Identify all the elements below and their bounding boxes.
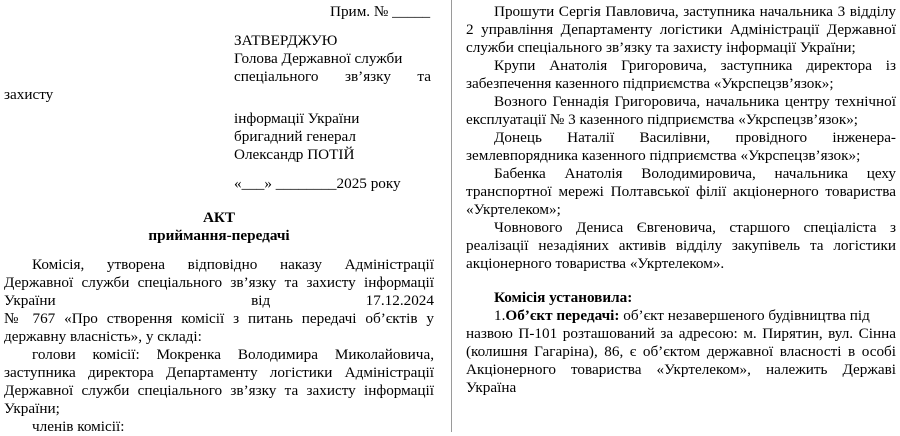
document-title: АКТ bbox=[202, 209, 236, 226]
member-entry bbox=[466, 129, 896, 165]
approve-heading: ЗАТВЕРДЖУЮ bbox=[234, 32, 338, 49]
member-entry bbox=[466, 93, 896, 129]
member-line: експлуатації № 3 казенного підприємства «Укрспецзв’язок»; bbox=[466, 111, 859, 128]
member-line: Крупи Анатолія Григоровича, заступника директора із bbox=[494, 57, 896, 74]
finding-item-line-2: назвою П-101 розташований за адресою: м. Пирятин, вул. Сінна bbox=[466, 325, 896, 342]
member-entry bbox=[466, 57, 896, 93]
commission-head-line-3: Державної служби спеціального зв’язку та захисту інформації bbox=[4, 382, 434, 399]
member-line: Прошути Сергія Павловича, заступника начальника 3 відділу bbox=[494, 3, 896, 20]
right-column bbox=[466, 3, 896, 397]
member-line: служби спеціального зв’язку та захисту інформації України; bbox=[466, 39, 856, 56]
intro-line-3: України від 17.12.2024 bbox=[4, 292, 434, 309]
member-line: 2 управління Департаменту логістики Адміністрації Державної bbox=[466, 21, 896, 38]
commission-head-line-4: України; bbox=[4, 400, 60, 417]
member-entry bbox=[466, 3, 896, 57]
approver-line-1: Голова Державної служби bbox=[234, 50, 403, 67]
intro-line-4: № 767 «Про створення комісії з питань передачі об’єктів у bbox=[4, 310, 434, 327]
approver-line-4: інформації України bbox=[234, 110, 360, 127]
members-label: членів комісії: bbox=[32, 418, 125, 435]
member-line: Човнового Дениса Євгеновича, старшого спеціаліста з bbox=[494, 219, 896, 236]
member-line: Возного Геннадія Григоровича, начальника центру технічної bbox=[494, 93, 896, 110]
intro-line-2: Державної служби спеціального зв’язку та захисту інформації bbox=[4, 274, 434, 291]
member-line: транспортної мережі Полтавської філії акціонерного товариства bbox=[466, 183, 896, 200]
member-line: акціонерного товариства «Укртелеком». bbox=[466, 255, 725, 272]
findings-heading: Комісія установила: bbox=[494, 289, 633, 306]
approver-line-3: захисту bbox=[4, 86, 54, 103]
approval-date: «___» ________2025 року bbox=[234, 175, 401, 192]
member-line: реалізації незадіяних активів відділу закупівель та логістики bbox=[466, 237, 896, 254]
finding-item-label: Об’єкт передачі: bbox=[505, 307, 620, 324]
member-line: Донець Наталії Василівни, провідного інженера- bbox=[494, 129, 896, 146]
finding-item-line-4: Акціонерного товариства «Укртелеком», належить Державі bbox=[466, 361, 896, 378]
column-divider bbox=[451, 0, 452, 432]
intro-line-1: Комісія, утворена відповідно наказу Адміністрації bbox=[32, 256, 434, 273]
finding-item-line-1: 1.Об’єкт передачі: об’єкт незавершеного будівництва під bbox=[494, 307, 870, 324]
finding-item-line-5: Україна bbox=[466, 379, 517, 396]
intro-line-5: державну власність», у складі: bbox=[4, 328, 202, 345]
left-column bbox=[4, 3, 434, 436]
approver-name: Олександр ПОТІЙ bbox=[234, 146, 355, 163]
commission-head-line-1: голови комісії: Мокренка Володимира Миколайовича, bbox=[32, 346, 434, 363]
member-line: землевпорядника казенного підприємства «Укрспецзв’язок»; bbox=[466, 147, 861, 164]
approver-rank: бригадний генерал bbox=[234, 128, 357, 145]
member-entry bbox=[466, 165, 896, 219]
member-line: Бабенка Анатолія Володимировича, начальника цеху bbox=[494, 165, 896, 182]
order-number: Прим. № _____ bbox=[330, 3, 431, 20]
member-entry bbox=[466, 219, 896, 273]
document-subtitle: приймання-передачі bbox=[148, 227, 290, 244]
finding-item-line-3: (колишня Гагаріна), 86, є об’єктом державної власності в особі bbox=[466, 343, 896, 360]
commission-head-line-2: заступника директора Департаменту логістики Адміністрації bbox=[4, 364, 434, 381]
approver-line-2: спеціального зв’язку та bbox=[234, 68, 431, 85]
member-line: забезпечення казенного підприємства «Укрспецзв’язок»; bbox=[466, 75, 834, 92]
member-line: «Укртелеком»; bbox=[466, 201, 561, 218]
